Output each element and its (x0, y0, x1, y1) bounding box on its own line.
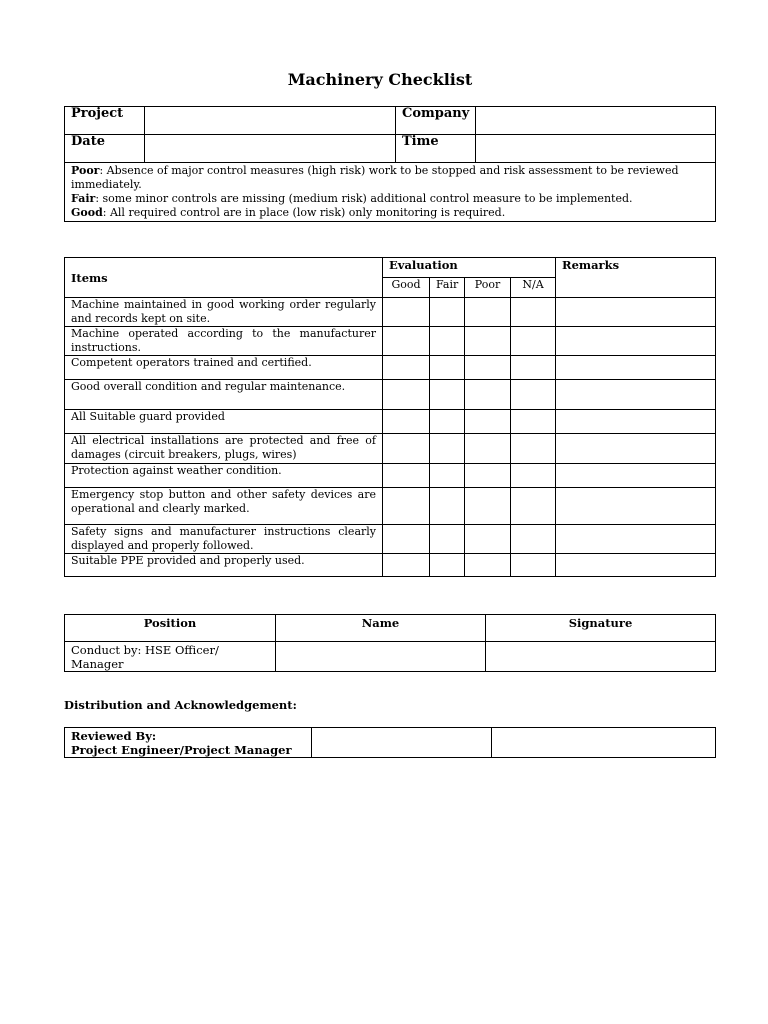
remarks-cell[interactable] (556, 356, 716, 380)
legend-poor: Poor: Absence of major control measures (high risk) work to be stopped and risk assessment to be reviewed immediately. (71, 164, 679, 191)
eval-fair-cell[interactable] (430, 327, 465, 356)
eval-poor-cell[interactable] (465, 327, 511, 356)
eval-poor-header: Poor (465, 278, 511, 298)
remarks-cell[interactable] (556, 380, 716, 410)
remarks-cell[interactable] (556, 554, 716, 577)
time-label: Time (396, 135, 476, 163)
eval-na-cell[interactable] (511, 410, 556, 434)
position-header: Position (65, 615, 276, 642)
eval-poor-cell[interactable] (465, 298, 511, 327)
eval-poor-cell[interactable] (465, 525, 511, 554)
checklist-row (65, 327, 716, 356)
eval-good-cell[interactable] (383, 554, 430, 577)
evaluation-header: Evaluation (383, 258, 556, 278)
eval-poor-cell[interactable] (465, 488, 511, 525)
eval-poor-cell[interactable] (465, 380, 511, 410)
checklist-item: Machine operated according to the manufacturer instructions. (65, 327, 383, 356)
checklist-item: Safety signs and manufacturer instructions clearly displayed and properly followed. (65, 525, 383, 554)
eval-good-cell[interactable] (383, 410, 430, 434)
checklist-item: Competent operators trained and certified. (65, 356, 383, 380)
eval-na-cell[interactable] (511, 356, 556, 380)
eval-fair-cell[interactable] (430, 464, 465, 488)
eval-good-cell[interactable] (383, 488, 430, 525)
eval-poor-cell[interactable] (465, 464, 511, 488)
eval-poor-cell[interactable] (465, 554, 511, 577)
eval-na-cell[interactable] (511, 464, 556, 488)
project-field[interactable] (145, 107, 396, 135)
checklist-item: Good overall condition and regular maintenance. (65, 380, 383, 410)
checklist-row (65, 380, 716, 410)
remarks-cell[interactable] (556, 434, 716, 464)
checklist-row (65, 488, 716, 525)
eval-na-cell[interactable] (511, 488, 556, 525)
risk-legend (65, 163, 716, 222)
checklist-row (65, 554, 716, 577)
checklist-row (65, 525, 716, 554)
reviewed-by-label: Reviewed By: (71, 729, 157, 743)
signature-header: Signature (486, 615, 716, 642)
eval-fair-cell[interactable] (430, 525, 465, 554)
items-header: Items (65, 258, 383, 298)
checklist-item: Machine maintained in good working order regularly and records kept on site. (65, 298, 383, 327)
eval-poor-cell[interactable] (465, 434, 511, 464)
conducted-by-label: Conduct by: HSE Officer/ Manager (65, 642, 276, 672)
checklist-item: Emergency stop button and other safety devices are operational and clearly marked. (65, 488, 383, 525)
eval-fair-cell[interactable] (430, 298, 465, 327)
legend-fair: Fair: some minor controls are missing (medium risk) additional control measure to be implemented. (71, 192, 633, 205)
eval-good-cell[interactable] (383, 298, 430, 327)
legend-good: Good: All required control are in place (low risk) only monitoring is required. (71, 206, 506, 219)
eval-na-cell[interactable] (511, 554, 556, 577)
conductor-signature-field[interactable] (486, 642, 716, 672)
reviewer-role: Project Engineer/Project Manager (71, 743, 292, 757)
eval-good-cell[interactable] (383, 464, 430, 488)
remarks-cell[interactable] (556, 525, 716, 554)
company-field[interactable] (476, 107, 716, 135)
eval-na-cell[interactable] (511, 525, 556, 554)
eval-poor-cell[interactable] (465, 410, 511, 434)
time-field[interactable] (476, 135, 716, 163)
checklist-row (65, 434, 716, 464)
checklist-row (65, 464, 716, 488)
date-label: Date (65, 135, 145, 163)
reviewed-by-cell (65, 728, 312, 758)
eval-fair-cell[interactable] (430, 410, 465, 434)
eval-good-cell[interactable] (383, 525, 430, 554)
eval-poor-cell[interactable] (465, 356, 511, 380)
eval-fair-cell[interactable] (430, 434, 465, 464)
distribution-heading: Distribution and Acknowledgement: (64, 698, 297, 712)
eval-na-cell[interactable] (511, 380, 556, 410)
reviewer-signature-field[interactable] (492, 728, 716, 758)
eval-na-header: N/A (511, 278, 556, 298)
eval-good-cell[interactable] (383, 380, 430, 410)
checklist-row (65, 410, 716, 434)
checklist-item: All Suitable guard provided (65, 410, 383, 434)
remarks-header: Remarks (556, 258, 716, 298)
header-table (64, 106, 716, 222)
remarks-cell[interactable] (556, 327, 716, 356)
remarks-cell[interactable] (556, 410, 716, 434)
remarks-cell[interactable] (556, 464, 716, 488)
remarks-cell[interactable] (556, 298, 716, 327)
eval-fair-cell[interactable] (430, 554, 465, 577)
signoff-table (64, 614, 716, 672)
eval-good-cell[interactable] (383, 434, 430, 464)
checklist-table (64, 257, 716, 577)
eval-good-header: Good (383, 278, 430, 298)
company-label: Company (396, 107, 476, 135)
page-title: Machinery Checklist (287, 70, 473, 89)
eval-na-cell[interactable] (511, 298, 556, 327)
checklist-item: Suitable PPE provided and properly used. (65, 554, 383, 577)
conductor-name-field[interactable] (276, 642, 486, 672)
remarks-cell[interactable] (556, 488, 716, 525)
eval-good-cell[interactable] (383, 327, 430, 356)
eval-na-cell[interactable] (511, 434, 556, 464)
eval-fair-header: Fair (430, 278, 465, 298)
eval-fair-cell[interactable] (430, 488, 465, 525)
date-field[interactable] (145, 135, 396, 163)
eval-good-cell[interactable] (383, 356, 430, 380)
checklist-row (65, 356, 716, 380)
reviewer-name-field[interactable] (312, 728, 492, 758)
eval-fair-cell[interactable] (430, 380, 465, 410)
checklist-item: All electrical installations are protected and free of damages (circuit breakers, plugs, wires) (65, 434, 383, 464)
eval-fair-cell[interactable] (430, 356, 465, 380)
checklist-row (65, 298, 716, 327)
project-label: Project (65, 107, 145, 135)
review-table (64, 727, 716, 758)
name-header: Name (276, 615, 486, 642)
checklist-item: Protection against weather condition. (65, 464, 383, 488)
eval-na-cell[interactable] (511, 327, 556, 356)
